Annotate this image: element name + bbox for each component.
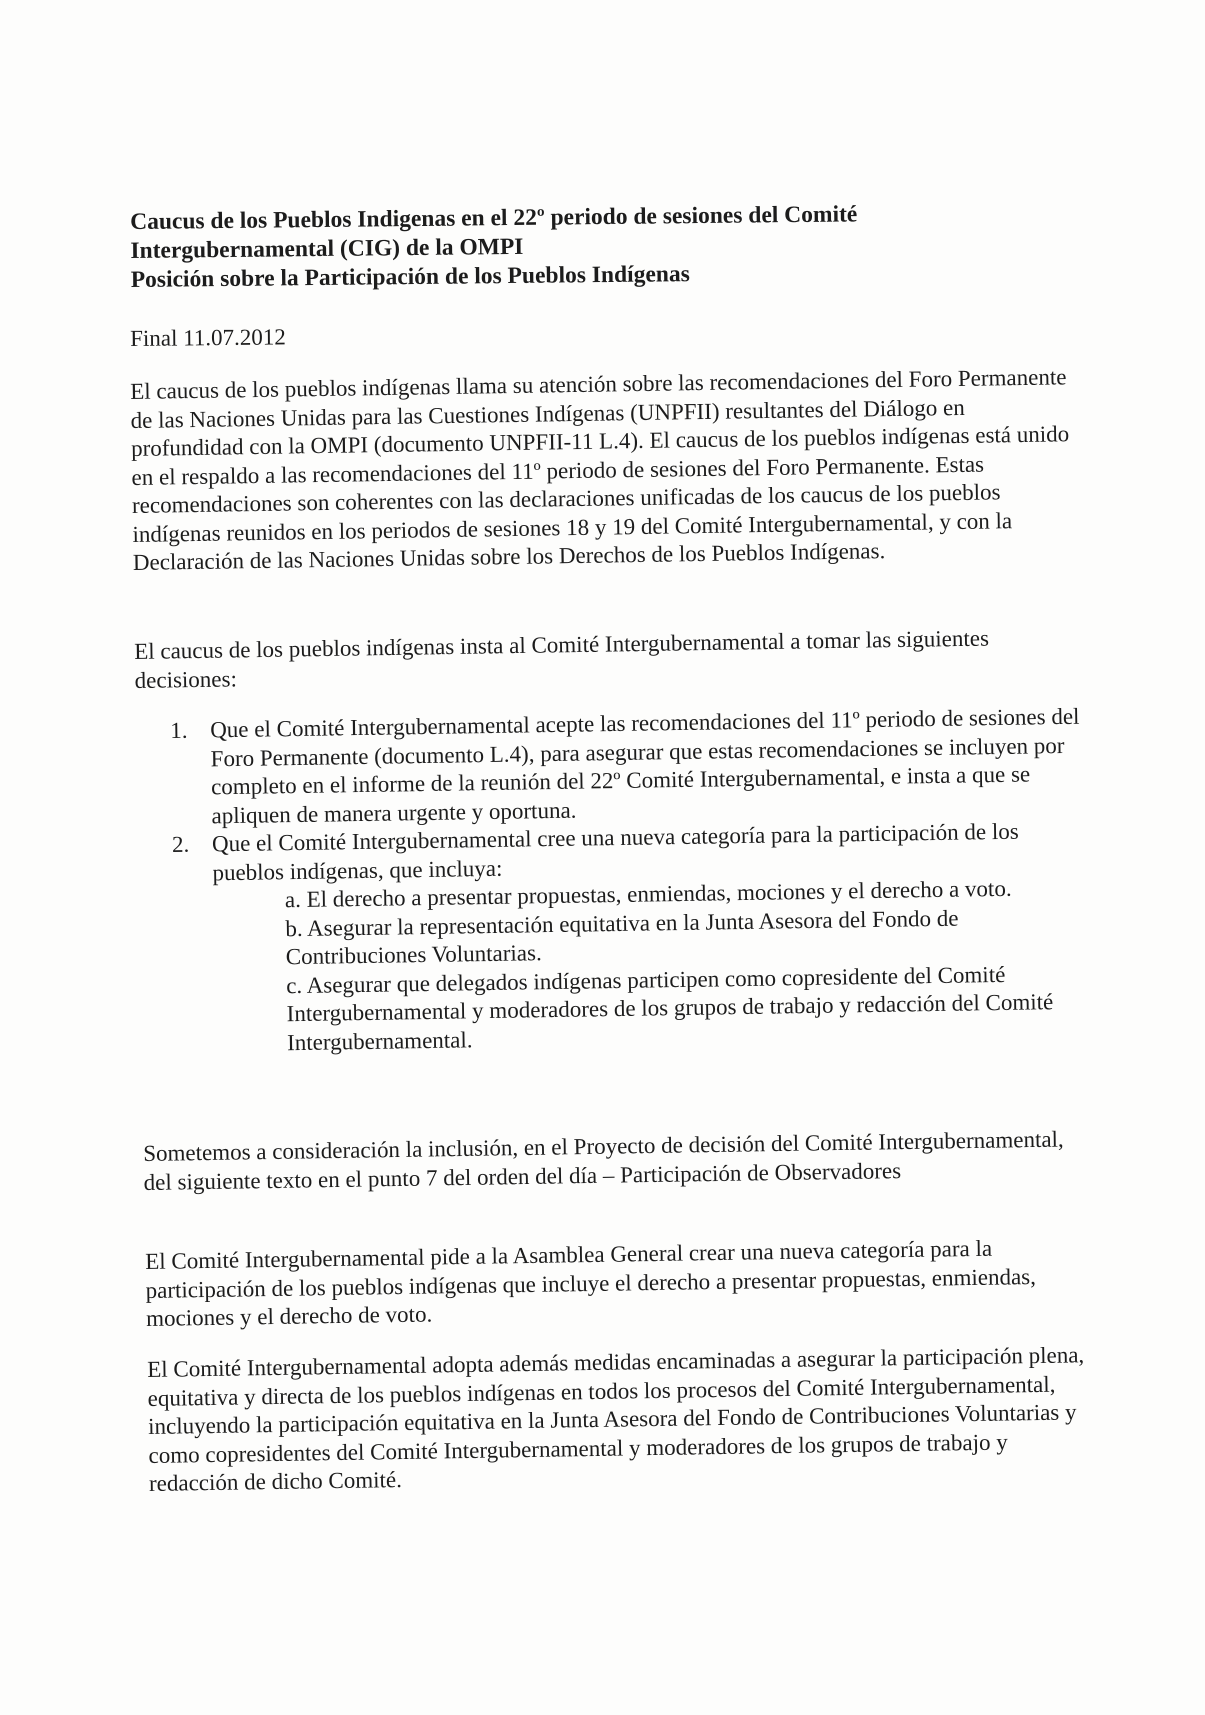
proposal-paragraph: Sometemos a consideración la inclusión, en el Proyecto de decisión del Comité Intergubernamental, del siguiente texto en el punto 7 del orden del día – Participación de Observadores [143,1126,1064,1195]
decision-subitem: c. Asegurar que delegados indígenas participen como copresidente del Comité Intergubernamental y moderadores de los grupos de trabajo y redacción del Comité Intergubernamental. [286,961,1054,1055]
intro-paragraph: El caucus de los pueblos indígenas llama su atención sobre las recomendaciones del Foro Permanente de las Naciones Unidas para las Cuestiones Indígenas (UNPFII) resultantes del Diálogo en profundidad con la OMPI (documento UNPFII-11 L.4). El caucus de los pueblos indígenas está unido en el respaldo a las recomendaciones del 11º periodo de sesiones del Foro Permanente. Estas recomendaciones son coherentes con las declaraciones unificadas de los caucus de los pueblos indígenas reunidos en los periodos de sesiones 18 y 19 del Comité Intergubernamental, y con la Declaración de las Naciones Unidas sobre los Derechos de los Pueblos Indígenas. [130,364,1070,575]
decision-number: 2. [171,831,190,857]
decisions-list [170,703,1085,1059]
title-line: Posición sobre la Participación de los Pueblos Indígenas [130,261,690,293]
final-date: Final 11.07.2012 [130,324,286,351]
decision-subitem: b. Asegurar la representación equitativa en la Junta Asesora del Fondo de Contribuciones Voluntarias. [285,905,959,970]
general-assembly-paragraph: El Comité Intergubernamental pide a la Asamblea General crear una nueva categoría para la participación de los pueblos indígenas que incluye el derecho a presentar propuestas, enmiendas, mociones y el derecho de voto. [145,1235,1037,1331]
title-line: Caucus de los Pueblos Indigenas en el 22º periodo de sesiones del Comité [130,201,858,235]
title-line: Intergubernamental (CIG) de la OMPI [130,233,524,264]
decision-subitem: a. El derecho a presentar propuestas, enmiendas, mociones y el derecho a voto. [284,875,1012,913]
decision-number: 1. [170,717,188,743]
decision-item [172,817,1085,1059]
measures-paragraph: El Comité Intergubernamental adopta además medidas encaminadas a asegurar la participación plena, equitativa y directa de los pueblos indígenas en todos los procesos del Comité Intergubernamental, incluyendo la participación equitativa en la Junta Asesora del Fondo de Contribuciones Voluntarias y como copresidentes del Comité Intergubernamental y moderadores de los grupos de trabajo y redacción de dicho Comité. [147,1342,1085,1496]
decision-text: Que el Comité Intergubernamental acepte las recomendaciones del 11º periodo de sesiones del Foro Permanente (documento L.4), para asegurar que estas recomendaciones se incluyen por completo en el informe de la reunión del 22º Comité Intergubernamental, e insta a que se apliquen de manera urgente y oportuna. [210,703,1080,828]
decision-item [170,703,1082,831]
request-paragraph: El caucus de los pueblos indígenas insta al Comité Intergubernamental a tomar las siguientes decisiones: [134,625,990,693]
document-title [130,198,1111,295]
decision-text: Que el Comité Intergubernamental cree una nueva categoría para la participación de los pueblos indígenas, que incluya: [211,818,1019,885]
